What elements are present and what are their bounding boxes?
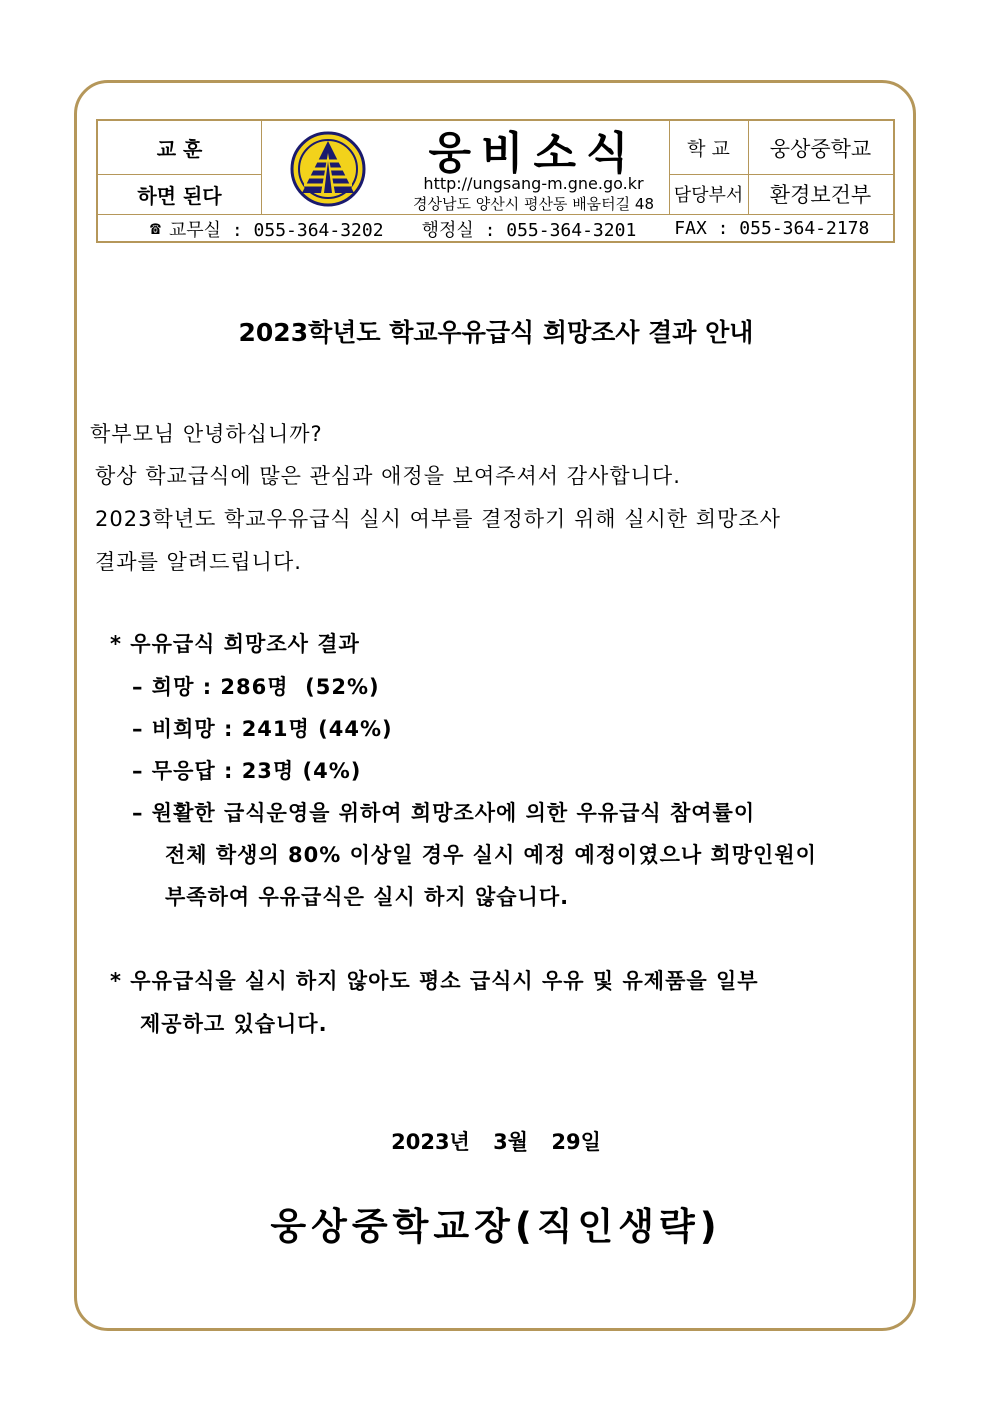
school-name: 웅상중학교 <box>769 136 872 161</box>
greeting: 학부모님 안녕하십니까? <box>90 422 323 446</box>
fax-number: FAX : 055-364-2178 <box>674 218 870 239</box>
note-line-2: 제공하고 있습니다. <box>140 1012 328 1036</box>
date-day: 29일 <box>551 1130 601 1154</box>
result-no-hope: – 비희망 : 241명 (44%) <box>132 717 393 741</box>
result-note-line-1: – 원활한 급식운영을 위하여 희망조사에 의한 우유급식 참여률이 <box>132 801 756 825</box>
date-month: 3월 <box>493 1130 529 1154</box>
school-label: 학 교 <box>687 138 730 160</box>
school-logo-icon <box>290 131 366 207</box>
result-hope: – 희망 : 286명 (52%) <box>132 675 380 699</box>
intro-line-3: 결과를 알려드립니다. <box>95 550 302 574</box>
document-title: 2023학년도 학교우유급식 희망조사 결과 안내 <box>238 318 754 347</box>
school-address: 경상남도 양산시 평산동 배움터길 48 <box>412 194 655 213</box>
contact-row <box>98 215 893 242</box>
date-year: 2023년 <box>391 1130 470 1154</box>
admin-phone: 행정실 : 055-364-3201 <box>421 219 637 241</box>
dept-label: 담당부서 <box>673 185 744 206</box>
newsletter-title: 웅비소식 <box>428 128 639 179</box>
intro-line-1: 항상 학교급식에 많은 관심과 애정을 보여주셔서 감사합니다. <box>95 464 681 488</box>
school-logo <box>288 129 368 209</box>
newsletter-header <box>96 119 895 243</box>
intro-line-2: 2023학년도 학교우유급식 실시 여부를 결정하기 위해 실시한 희망조사 <box>95 507 781 531</box>
office-phone: 교무실 : 055-364-3202 <box>168 219 384 241</box>
dept-name: 환경보건부 <box>769 183 872 207</box>
note-line-1: * 우유급식을 실시 하지 않아도 평소 급식시 우유 및 유제품을 일부 <box>110 969 759 993</box>
result-heading: * 우유급식 희망조사 결과 <box>110 632 360 656</box>
result-no-answer: – 무응답 : 23명 (4%) <box>132 759 362 783</box>
motto-label: 교 훈 <box>156 137 203 161</box>
result-note-line-2: 전체 학생의 80% 이상일 경우 실시 예정 예정이였으나 희망인원이 <box>165 843 817 867</box>
principal-signature: 웅상중학교장(직인생략) <box>270 1205 722 1248</box>
motto: 하면 된다 <box>137 183 222 208</box>
school-url[interactable]: http://ungsang-m.gne.go.kr <box>423 173 644 193</box>
result-note-line-3: 부족하여 우유급식은 실시 하지 않습니다. <box>165 885 570 909</box>
document-date <box>0 1126 992 1156</box>
phone-icon: ☎ <box>150 218 161 239</box>
